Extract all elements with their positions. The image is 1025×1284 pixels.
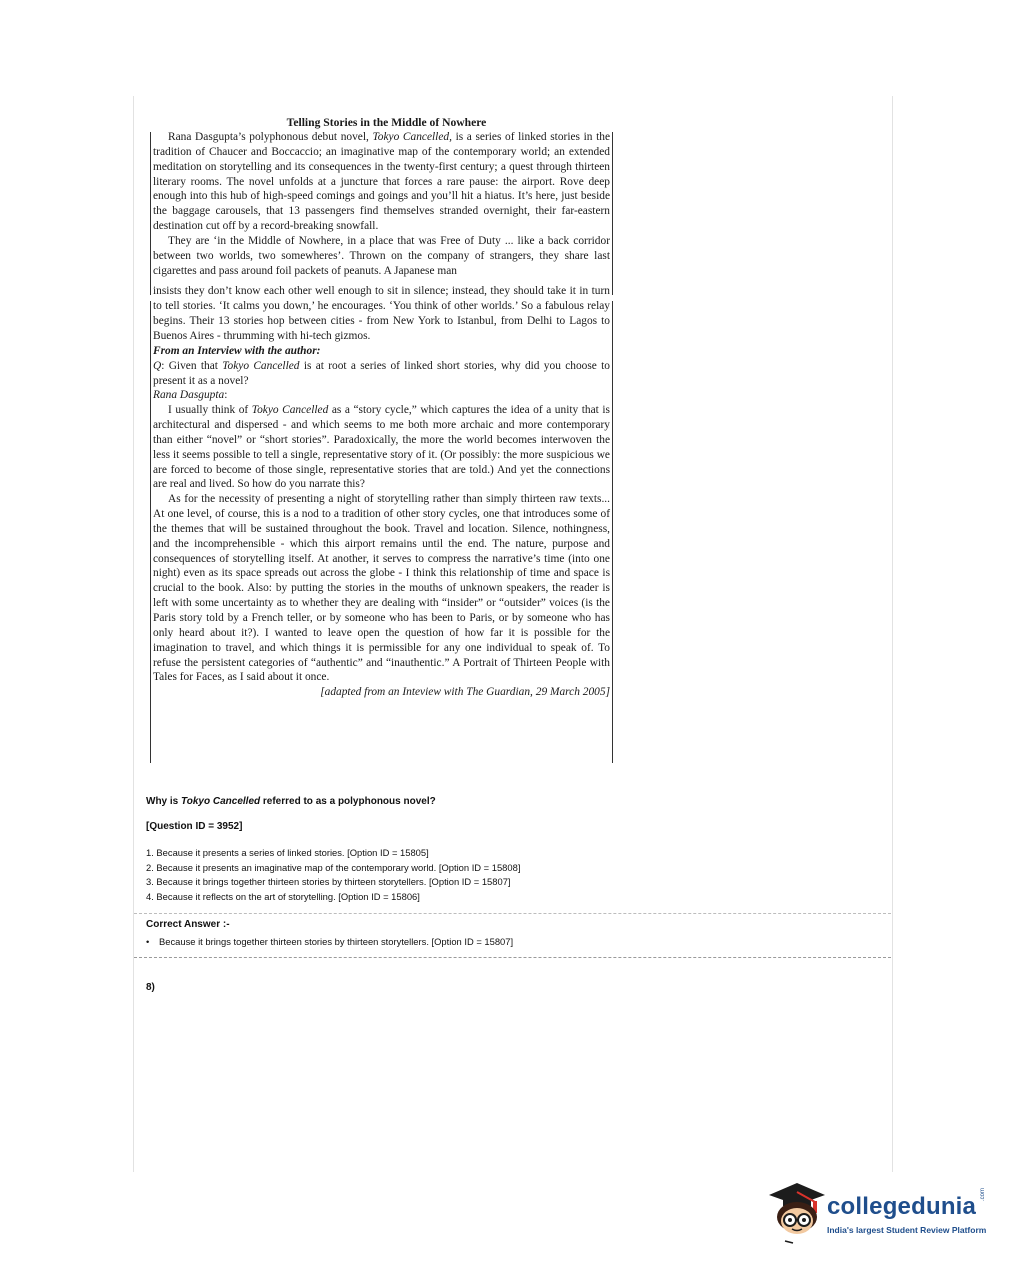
- logo-dotcom: .com: [980, 1187, 986, 1201]
- interview-author: Rana Dasgupta:: [153, 389, 228, 402]
- passage-rule-right: [612, 132, 613, 295]
- passage-rule-left: [150, 132, 151, 295]
- page-border-right: [892, 96, 893, 1172]
- correct-answer-label: Correct Answer :-: [146, 919, 230, 930]
- passage-paragraph-1: Rana Dasgupta’s polyphonous debut novel, Tokyo Cancelled, is a series of linked stories in the tradition of Chaucer and Boccaccio; an imaginative map of the contemporary world; an extended meditation on storytelling and its consequences in the twenty-first century; a quest through thirteen literary rooms. The novel unfolds at a juncture that forces a rare pause: the airport. Rove deep enough into this hub of high-speed comings and goings and you’ll hit a hiatus. It’s here, just beside the baggage carousels, that 13 passengers find themselves stranded overnight, their far-eastern destination cut off by a record-breaking snowfall.: [153, 131, 611, 233]
- collegedunia-logo: [765, 1175, 995, 1250]
- interview-answer-2: As for the necessity of presenting a night of storytelling rather than simply thirteen raw texts... At one level, of course, this is a nod to a tradition of other story cycles, one that introduces some of the themes that will be sustained throughout the book. Travel and location. Silence, nothingness, and the incomprehensible - which this airport remains until the end. The nature, purpose and consequences of storytelling itself. At another, it serves to compress the narrative’s time (into one night) even as its space spreads out across the globe - I think this relationship of time and space is crucial to the book. Also: by putting the stories in the mouths of unknown speakers, the reader is left with some uncertainty as to whether they are dealing with “insider” or “outsider” voices (is the Paris story told by a French teller, or by someone who has been to Paris, or by someone who has only heard about it?). I wanted to leave open the question of how far it is possible for the imagination to travel, and which things it is permissible for any one individual to speak of. To refuse the persistent categories of “authentic” and “inauthentic.” A Portrait of Thirteen People with Tales for Faces, as I said about it once.: [153, 493, 610, 684]
- interview-answer-1: I usually think of Tokyo Cancelled as a “story cycle,” which captures the idea of a unity that is architectural and dispersed - and which seems to me both more archaic and more contemporary than either “novel” or “short stories”. Paradoxically, the more the world becomes interwoven the less it seems possible to tell a single, representative story of it. (Or possibly: the more suspicious we are forced to become of those single, representative stories that are told.) And yet the connections are real and lived. So how do you narrate this?: [153, 404, 610, 491]
- passage-rule-right-lower: [612, 301, 613, 763]
- graduate-mascot-icon: [765, 1175, 827, 1245]
- option-3: 3. Because it brings together thirteen stories by thirteen storytellers. [Option ID = 15807]: [146, 876, 511, 888]
- option-4: 4. Because it reflects on the art of storytelling. [Option ID = 15806]: [146, 890, 420, 902]
- passage-rule-left-lower: [150, 301, 151, 763]
- passage-paragraph-2a: They are ‘in the Middle of Nowhere, in a place that was Free of Duty ... like a back corridor between two worlds, two somewheres’. Thrown on the company of strangers, they share last cigarettes and pass around foil packets of peanuts. A Japanese man: [153, 234, 610, 277]
- question-text: Why is Tokyo Cancelled referred to as a polyphonous novel?: [146, 796, 436, 807]
- option-1: 1. Because it presents a series of linked stories. [Option ID = 15805]: [146, 847, 429, 858]
- passage-paragraph-2b: insists they don’t know each other well enough to sit in silence; instead, they should take it in turn to tell stories. ‘It calms you down,’ he encourages. ‘You think of other worlds.’ So a fabulous relay begins. Their 13 stories hop between cities - from New York to Istanbul, from Delhi to Lagos to Buenos Aires - thrumming with hi-tech gizmos.: [153, 285, 610, 342]
- option-2: 2. Because it presents an imaginative map of the contemporary world. [Option ID = 15808]: [146, 861, 521, 873]
- passage-title: Telling Stories in the Middle of Nowhere: [286, 116, 487, 129]
- reading-passage: [150, 115, 613, 765]
- interview-question: Q: Given that Tokyo Cancelled is at root a series of linked short stories, why did you choose to present it as a novel?: [153, 359, 610, 387]
- question-id: [Question ID = 3952]: [146, 821, 243, 832]
- options-list: [146, 846, 520, 904]
- passage-source: [adapted from an Inteview with The Guardian, 29 March 2005]: [320, 686, 610, 699]
- logo-brand: collegedunia: [827, 1193, 977, 1220]
- page-border-left: [133, 96, 134, 1172]
- interview-heading: From an Interview with the author:: [153, 344, 321, 357]
- next-question-number: 8): [146, 982, 155, 993]
- divider: [134, 957, 891, 958]
- correct-answer: • Because it brings together thirteen stories by thirteen storytellers. [Option ID = 15807]: [146, 936, 514, 947]
- logo-tagline: India's largest Student Review Platform: [827, 1225, 987, 1235]
- bullet-icon: •: [146, 936, 150, 947]
- divider: [134, 913, 891, 914]
